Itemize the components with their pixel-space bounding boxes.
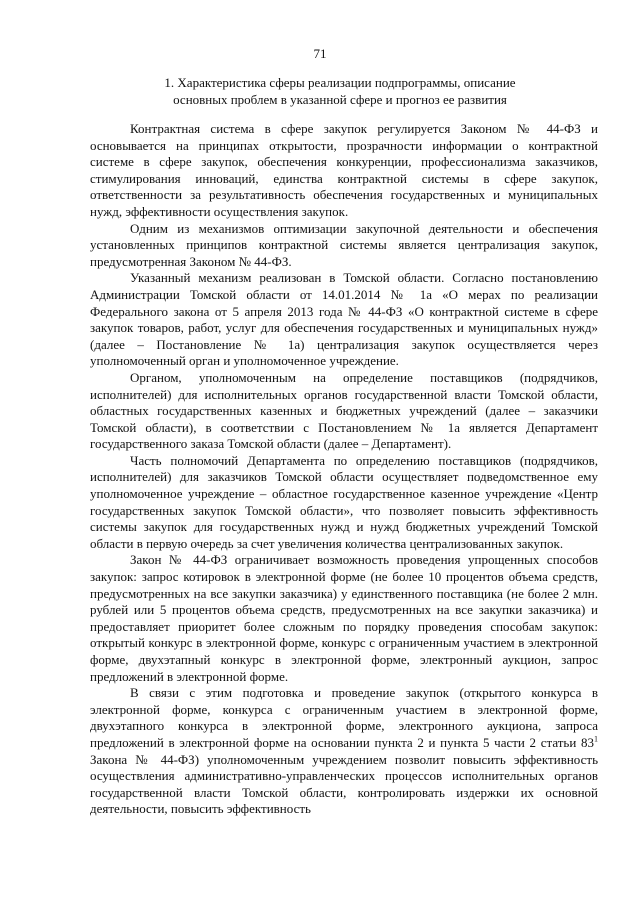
paragraph: Указанный механизм реализован в Томской области. Согласно постановлению Администрации Томской области от 14.01.2014 № 1а «О мерах по реализации Федерального закона от 5 апреля 2013 года № 44-ФЗ «О контрактной системе в сфере закупок товаров, работ, услуг для обеспечения государственных и муниципальных нужд» (далее – Постановление № 1а) централизация закупок осуществляется через уполномоченный орган и уполномоченное учреждение. [90, 270, 598, 369]
superscript: 1 [594, 734, 598, 744]
heading-line-2: основных проблем в указанной сфере и прогноз ее развития [173, 92, 507, 107]
paragraph-text: Закона № 44-ФЗ) уполномоченным учреждением позволит повысить эффективность осуществления административно-управленческих процессов исполнительных органов государственной власти Томской области, контролировать издержки их основной деятельности, повысить эффективность [90, 751, 598, 817]
paragraph: Органом, уполномоченным на определение поставщиков (подрядчиков, исполнителей) для исполнительных органов государственной власти Томской области, областных государственных казенных и бюджетных учреждений (далее – заказчики Томской области), в соответствии с Постановлением № 1а является Департамент государственного заказа Томской области (далее – Департамент). [90, 369, 598, 452]
paragraph-last [90, 685, 598, 818]
page-number: 71 [313, 46, 327, 61]
paragraph: Одним из механизмов оптимизации закупочной деятельности и обеспечения установленных принципов контрактной системы является централизация закупок, предусмотренная Законом № 44-ФЗ. [90, 220, 598, 269]
paragraph: Контрактная система в сфере закупок регулируется Законом № 44-ФЗ и основывается на принципах открытости, прозрачности информации о контрактной системе в сфере закупок, обеспечения конкуренции, профессионализма заказчиков, стимулирования инноваций, единства контрактной системы в сфере закупок, ответственности за результативность обеспечения государственных и муниципальных нужд, эффективности осуществления закупок. [90, 121, 598, 219]
heading-line-1: 1. Характеристика сферы реализации подпрограммы, описание [164, 75, 516, 90]
paragraph: Часть полномочий Департамента по определению поставщиков (подрядчиков, исполнителей) для заказчиков Томской области осуществляет подведомственное ему уполномоченное учреждение – областное государственное казенное учреждение «Центр государственных закупок Томской области», что позволяет повысить эффективность системы закупок для государственных нужд и нужд бюджетных учреждений Томской области в первую очередь за счет увеличения количества централизованных закупок. [90, 452, 598, 551]
section-heading [90, 74, 590, 108]
paragraph: Закон № 44-ФЗ ограничивает возможность проведения упрощенных способов закупок: запрос котировок в электронной форме (не более 10 процентов объема средств, предусмотренных на все закупки заказчика) у единственного поставщика (не более 2 млн. рублей или 5 процентов объема средств, предусмотренных на все закупки заказчика) и предоставляет приоритет более сложным по порядку проведения способам закупок: открытый конкурс в электронной форме, конкурс с ограниченным участием в электронной форме, двухэтапный конкурс в электронной форме, электронный аукцион, запрос предложений в электронной форме. [90, 552, 598, 684]
body-text [90, 121, 598, 818]
paragraph-text: В связи с этим подготовка и проведение закупок (открытого конкурса в электронной форме, конкурса с ограниченным участием в электронной форме, двухэтапного конкурса в электронной форме, электронного аукциона, запроса предложений в электронной форме на основании пункта 2 и пункта 5 части 2 статьи 83 [90, 685, 598, 750]
